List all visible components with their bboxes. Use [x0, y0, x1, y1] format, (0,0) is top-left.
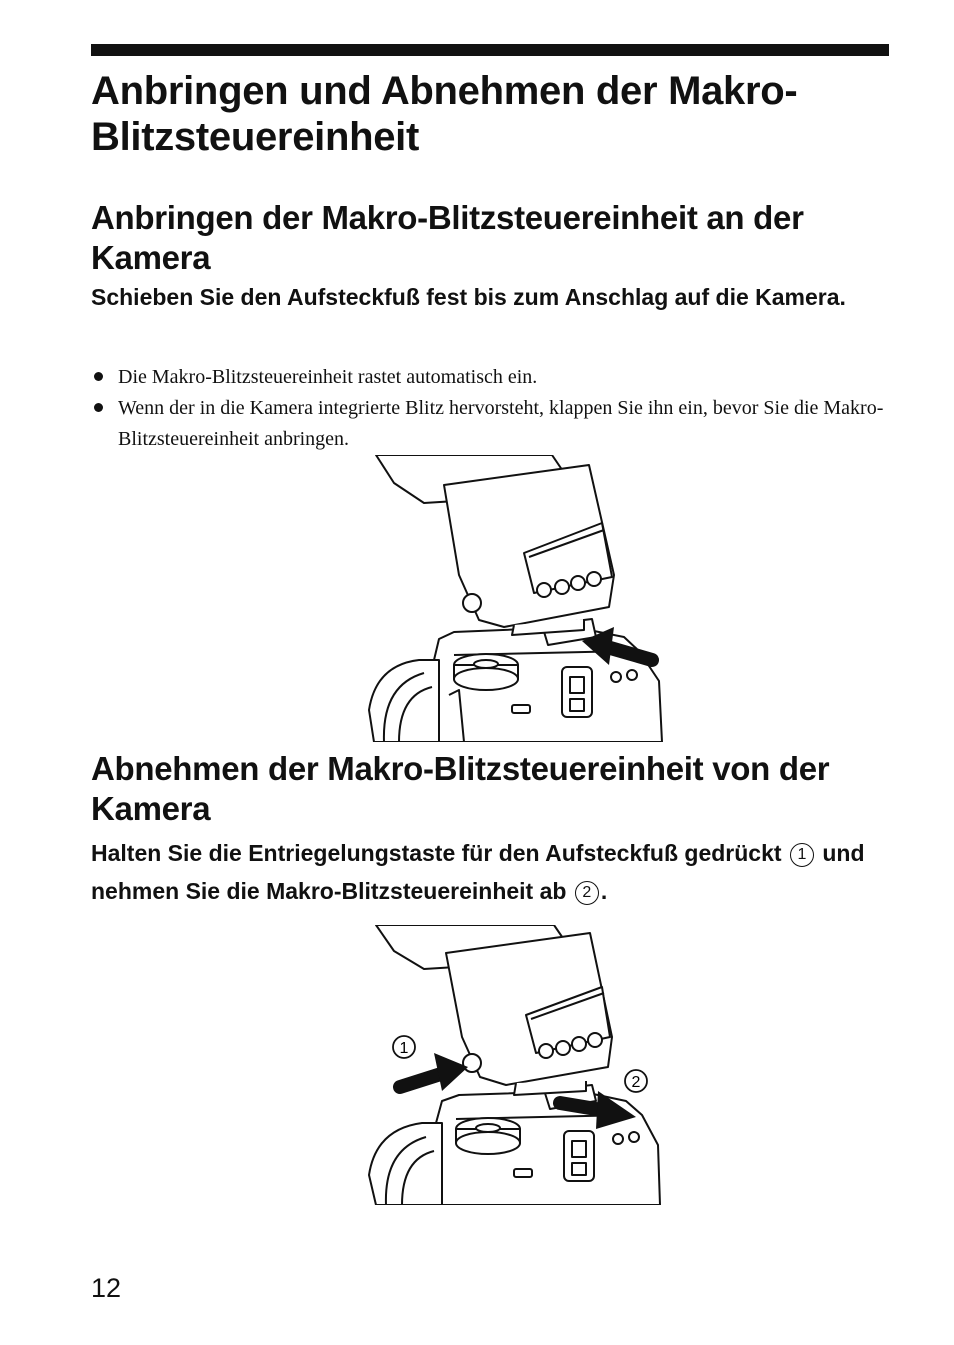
bullet-item: Die Makro-Blitzsteuereinheit rastet automatisch ein. [91, 362, 891, 393]
page-title: Anbringen und Abnehmen der Makro-Blitzsteuereinheit [91, 69, 798, 159]
step-marker-1: 1 [790, 843, 814, 867]
instruction-attach: Schieben Sie den Aufsteckfuß fest bis zum Anschlag auf die Kamera. [91, 284, 846, 310]
attach-illustration [364, 455, 664, 742]
detach-illustration [364, 925, 664, 1205]
instruction-end: . [600, 878, 608, 904]
instruction-text: und nehmen Sie die Makro-Blitzsteuereinheit ab [91, 840, 865, 904]
figure-label-1: 1 [399, 1040, 409, 1057]
instruction-detach [91, 834, 881, 910]
section-heading-attach: Anbringen der Makro-Blitzsteuereinheit an der Kamera [91, 199, 804, 276]
bullet-item: Wenn der in die Kamera integrierte Blitz hervorsteht, klappen Sie ihn ein, bevor Sie die Makro-Blitzsteuereinheit anbringen. [91, 393, 891, 455]
bullet-list [91, 362, 891, 455]
section-heading-detach: Abnehmen der Makro-Blitzsteuereinheit von der Kamera [91, 750, 830, 827]
step-marker-2: 2 [575, 881, 599, 905]
top-rule [91, 44, 889, 56]
instruction-text: Halten Sie die Entriegelungstaste für den Aufsteckfuß gedrückt [91, 840, 782, 866]
page-number: 12 [91, 1273, 122, 1303]
figure-label-2: 2 [631, 1074, 641, 1091]
